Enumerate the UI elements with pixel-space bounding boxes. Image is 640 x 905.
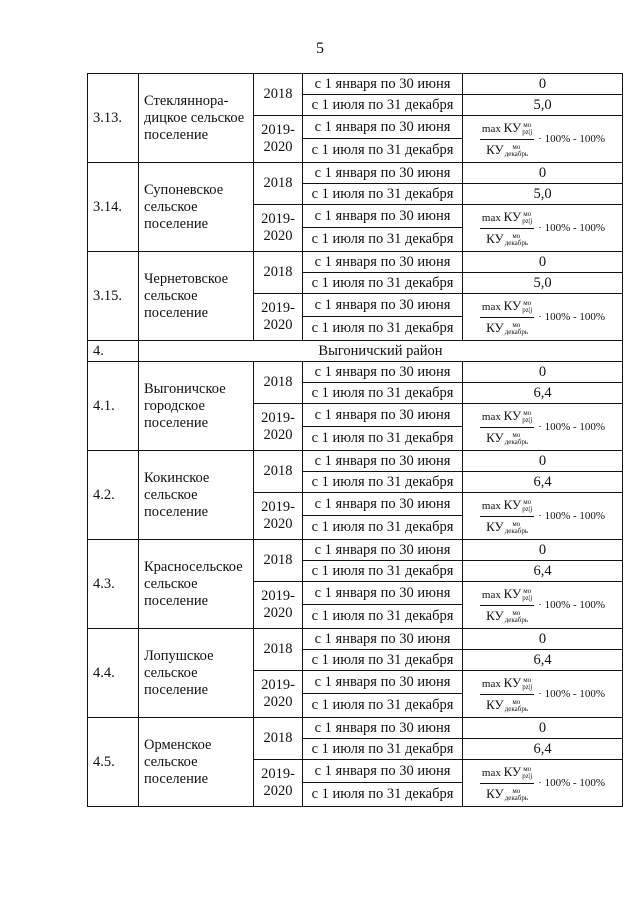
settlement-number: 3.15. xyxy=(88,252,139,341)
period-cell: с 1 июля по 31 декабря xyxy=(303,694,463,718)
formula-sup: мо xyxy=(512,519,521,528)
period-cell: с 1 января по 30 июня xyxy=(303,404,463,427)
formula-sup: мо xyxy=(523,120,532,129)
year-cell: 2018 xyxy=(254,451,303,493)
period-cell: с 1 января по 30 июня xyxy=(303,629,463,650)
formula-numerator xyxy=(480,674,534,695)
period-cell: с 1 января по 30 июня xyxy=(303,451,463,472)
table-row xyxy=(88,163,623,184)
period-cell: с 1 января по 30 июня xyxy=(303,760,463,783)
formula-sub: pz|j xyxy=(522,682,533,691)
formula-fraction xyxy=(480,496,534,537)
period-cell: с 1 июля по 31 декабря xyxy=(303,184,463,205)
formula-cell xyxy=(463,404,623,451)
formula-numerator xyxy=(480,407,534,428)
formula-sup: мо xyxy=(512,142,521,151)
formula-max: max xyxy=(481,588,501,601)
period-cell: с 1 июля по 31 декабря xyxy=(303,383,463,404)
formula-ku: КУ xyxy=(486,785,504,801)
settlement-number: 4.4. xyxy=(88,629,139,718)
table-row xyxy=(88,629,623,650)
value-cell: 0 xyxy=(463,629,623,650)
formula-denominator xyxy=(484,140,530,160)
formula-tail: · 100% - 100% xyxy=(538,776,606,789)
period-cell: с 1 января по 30 июня xyxy=(303,74,463,95)
formula-tail: · 100% - 100% xyxy=(538,132,606,145)
formula-numerator xyxy=(480,763,534,784)
formula-denominator-indices xyxy=(505,788,528,802)
year-cell: 2018 xyxy=(254,540,303,582)
year-cell: 2019-2020 xyxy=(254,671,303,718)
formula-numerator xyxy=(480,496,534,517)
year-cell: 2019-2020 xyxy=(254,493,303,540)
period-cell: с 1 января по 30 июня xyxy=(303,163,463,184)
value-cell: 5,0 xyxy=(463,184,623,205)
formula-sub: декабрь xyxy=(504,149,529,158)
formula-sup: мо xyxy=(512,430,521,439)
period-cell: с 1 июля по 31 декабря xyxy=(303,427,463,451)
year-cell: 2019-2020 xyxy=(254,760,303,807)
year-cell: 2018 xyxy=(254,362,303,404)
formula-numerator xyxy=(480,119,534,140)
formula-sup: мо xyxy=(523,764,532,773)
formula-cell xyxy=(463,493,623,540)
table-row xyxy=(88,540,623,561)
value-cell: 5,0 xyxy=(463,95,623,116)
period-cell: с 1 июля по 31 декабря xyxy=(303,317,463,341)
formula-denominator-indices xyxy=(505,144,528,158)
value-cell: 6,4 xyxy=(463,650,623,671)
formula-sub: декабрь xyxy=(504,526,529,535)
growth-formula xyxy=(480,585,605,626)
settlement-name: Кокинское сельское поселение xyxy=(139,451,254,540)
formula-sup: мо xyxy=(512,320,521,329)
value-cell: 6,4 xyxy=(463,472,623,493)
growth-formula xyxy=(480,208,605,249)
period-cell: с 1 января по 30 июня xyxy=(303,582,463,605)
formula-denominator xyxy=(484,428,530,448)
formula-sub: декабрь xyxy=(504,793,529,802)
period-cell: с 1 июля по 31 декабря xyxy=(303,561,463,582)
formula-ku: КУ xyxy=(503,674,522,690)
formula-sub: декабрь xyxy=(504,615,529,624)
formula-tail: · 100% - 100% xyxy=(538,509,606,522)
formula-tail: · 100% - 100% xyxy=(538,598,606,611)
period-cell: с 1 июля по 31 декабря xyxy=(303,273,463,294)
table-row xyxy=(88,451,623,472)
formula-cell xyxy=(463,671,623,718)
formula-ku: КУ xyxy=(503,763,522,779)
region-row xyxy=(88,341,623,362)
growth-formula xyxy=(480,496,605,537)
formula-cell xyxy=(463,294,623,341)
formula-tail: · 100% - 100% xyxy=(538,420,606,433)
formula-max: max xyxy=(481,499,501,512)
period-cell: с 1 января по 30 июня xyxy=(303,362,463,383)
period-cell: с 1 января по 30 июня xyxy=(303,205,463,228)
period-cell: с 1 января по 30 июня xyxy=(303,493,463,516)
formula-denominator xyxy=(484,517,530,537)
formula-sup: мо xyxy=(523,497,532,506)
table-row xyxy=(88,362,623,383)
formula-sub: декабрь xyxy=(504,437,529,446)
formula-numerator xyxy=(480,297,534,318)
settlement-number: 3.14. xyxy=(88,163,139,252)
formula-ku: КУ xyxy=(503,585,522,601)
settlement-name: Чернетовское сельское поселение xyxy=(139,252,254,341)
formula-fraction xyxy=(480,297,534,338)
year-cell: 2019-2020 xyxy=(254,404,303,451)
formula-sub: pz|j xyxy=(522,593,533,602)
period-cell: с 1 января по 30 июня xyxy=(303,252,463,273)
period-cell: с 1 июля по 31 декабря xyxy=(303,95,463,116)
formula-fraction xyxy=(480,674,534,715)
formula-ku: КУ xyxy=(486,141,504,157)
formula-ku: КУ xyxy=(486,429,504,445)
formula-numerator-indices xyxy=(522,300,532,314)
table-row xyxy=(88,74,623,95)
settlement-number: 4.1. xyxy=(88,362,139,451)
year-cell: 2018 xyxy=(254,718,303,760)
value-cell: 5,0 xyxy=(463,273,623,294)
formula-fraction xyxy=(480,208,534,249)
formula-denominator xyxy=(484,784,530,804)
formula-ku: КУ xyxy=(486,696,504,712)
formula-denominator xyxy=(484,695,530,715)
formula-max: max xyxy=(481,211,501,224)
formula-numerator-indices xyxy=(522,499,532,513)
period-cell: с 1 июля по 31 декабря xyxy=(303,650,463,671)
year-cell: 2019-2020 xyxy=(254,205,303,252)
tariff-table-body xyxy=(88,74,623,807)
settlement-number: 4.2. xyxy=(88,451,139,540)
formula-sub: pz|j xyxy=(522,305,533,314)
settlement-name: Супоневское сельское поселение xyxy=(139,163,254,252)
settlement-name: Красносельское сельское поселение xyxy=(139,540,254,629)
value-cell: 0 xyxy=(463,163,623,184)
value-cell: 6,4 xyxy=(463,383,623,404)
region-number: 4. xyxy=(88,341,139,362)
formula-sup: мо xyxy=(523,408,532,417)
formula-numerator-indices xyxy=(522,410,532,424)
formula-ku: КУ xyxy=(486,607,504,623)
formula-denominator-indices xyxy=(505,322,528,336)
growth-formula xyxy=(480,119,605,160)
formula-sup: мо xyxy=(523,675,532,684)
year-cell: 2018 xyxy=(254,163,303,205)
period-cell: с 1 июля по 31 декабря xyxy=(303,739,463,760)
period-cell: с 1 января по 30 июня xyxy=(303,671,463,694)
period-cell: с 1 января по 30 июня xyxy=(303,116,463,139)
formula-ku: КУ xyxy=(486,319,504,335)
formula-cell xyxy=(463,116,623,163)
value-cell: 6,4 xyxy=(463,561,623,582)
settlement-number: 4.5. xyxy=(88,718,139,807)
period-cell: с 1 июля по 31 декабря xyxy=(303,472,463,493)
formula-numerator xyxy=(480,585,534,606)
formula-sup: мо xyxy=(523,209,532,218)
year-cell: 2018 xyxy=(254,74,303,116)
page-number: 5 xyxy=(316,40,324,57)
formula-cell xyxy=(463,582,623,629)
formula-sup: мо xyxy=(512,231,521,240)
formula-fraction xyxy=(480,119,534,160)
formula-sub: pz|j xyxy=(522,216,533,225)
formula-numerator-indices xyxy=(522,677,532,691)
year-cell: 2019-2020 xyxy=(254,582,303,629)
formula-ku: КУ xyxy=(486,230,504,246)
value-cell: 6,4 xyxy=(463,739,623,760)
period-cell: с 1 января по 30 июня xyxy=(303,294,463,317)
formula-denominator-indices xyxy=(505,610,528,624)
formula-sub: pz|j xyxy=(522,504,533,513)
formula-fraction xyxy=(480,407,534,448)
formula-numerator-indices xyxy=(522,211,532,225)
formula-max: max xyxy=(481,766,501,779)
settlement-name: Лопушское сельское поселение xyxy=(139,629,254,718)
year-cell: 2019-2020 xyxy=(254,116,303,163)
formula-sub: декабрь xyxy=(504,238,529,247)
period-cell: с 1 января по 30 июня xyxy=(303,540,463,561)
formula-denominator-indices xyxy=(505,432,528,446)
value-cell: 0 xyxy=(463,540,623,561)
period-cell: с 1 июля по 31 декабря xyxy=(303,228,463,252)
formula-numerator-indices xyxy=(522,588,532,602)
formula-sup: мо xyxy=(523,298,532,307)
formula-sub: pz|j xyxy=(522,127,533,136)
formula-ku: КУ xyxy=(503,208,522,224)
settlement-number: 3.13. xyxy=(88,74,139,163)
formula-tail: · 100% - 100% xyxy=(538,221,606,234)
formula-sup: мо xyxy=(512,697,521,706)
growth-formula xyxy=(480,297,605,338)
formula-sub: декабрь xyxy=(504,327,529,336)
settlement-name: Выгоничское городское поселение xyxy=(139,362,254,451)
formula-denominator xyxy=(484,318,530,338)
formula-denominator xyxy=(484,606,530,626)
formula-cell xyxy=(463,205,623,252)
settlement-number: 4.3. xyxy=(88,540,139,629)
formula-sub: декабрь xyxy=(504,704,529,713)
formula-max: max xyxy=(481,677,501,690)
formula-numerator-indices xyxy=(522,122,532,136)
formula-sub: pz|j xyxy=(522,771,533,780)
period-cell: с 1 января по 30 июня xyxy=(303,718,463,739)
period-cell: с 1 июля по 31 декабря xyxy=(303,783,463,807)
year-cell: 2018 xyxy=(254,629,303,671)
year-cell: 2019-2020 xyxy=(254,294,303,341)
value-cell: 0 xyxy=(463,718,623,739)
value-cell: 0 xyxy=(463,451,623,472)
formula-denominator-indices xyxy=(505,521,528,535)
formula-sub: pz|j xyxy=(522,415,533,424)
formula-fraction xyxy=(480,585,534,626)
settlement-name: Стекляннора-дицкое сельское поселение xyxy=(139,74,254,163)
region-name: Выгоничский район xyxy=(139,341,623,362)
period-cell: с 1 июля по 31 декабря xyxy=(303,139,463,163)
formula-denominator xyxy=(484,229,530,249)
formula-ku: КУ xyxy=(503,297,522,313)
value-cell: 0 xyxy=(463,252,623,273)
formula-denominator-indices xyxy=(505,233,528,247)
formula-max: max xyxy=(481,300,501,313)
formula-max: max xyxy=(481,410,501,423)
formula-ku: КУ xyxy=(503,119,522,135)
formula-ku: КУ xyxy=(503,407,522,423)
period-cell: с 1 июля по 31 декабря xyxy=(303,605,463,629)
tariff-table xyxy=(87,73,623,807)
formula-ku: КУ xyxy=(486,518,504,534)
growth-formula xyxy=(480,407,605,448)
growth-formula xyxy=(480,674,605,715)
value-cell: 0 xyxy=(463,74,623,95)
period-cell: с 1 июля по 31 декабря xyxy=(303,516,463,540)
formula-numerator xyxy=(480,208,534,229)
growth-formula xyxy=(480,763,605,804)
table-row xyxy=(88,252,623,273)
formula-fraction xyxy=(480,763,534,804)
settlement-name: Орменское сельское поселение xyxy=(139,718,254,807)
formula-denominator-indices xyxy=(505,699,528,713)
formula-sup: мо xyxy=(523,586,532,595)
formula-ku: КУ xyxy=(503,496,522,512)
table-row xyxy=(88,718,623,739)
value-cell: 0 xyxy=(463,362,623,383)
year-cell: 2018 xyxy=(254,252,303,294)
formula-sup: мо xyxy=(512,608,521,617)
formula-numerator-indices xyxy=(522,766,532,780)
formula-tail: · 100% - 100% xyxy=(538,310,606,323)
formula-sup: мо xyxy=(512,786,521,795)
formula-cell xyxy=(463,760,623,807)
formula-max: max xyxy=(481,122,501,135)
formula-tail: · 100% - 100% xyxy=(538,687,606,700)
